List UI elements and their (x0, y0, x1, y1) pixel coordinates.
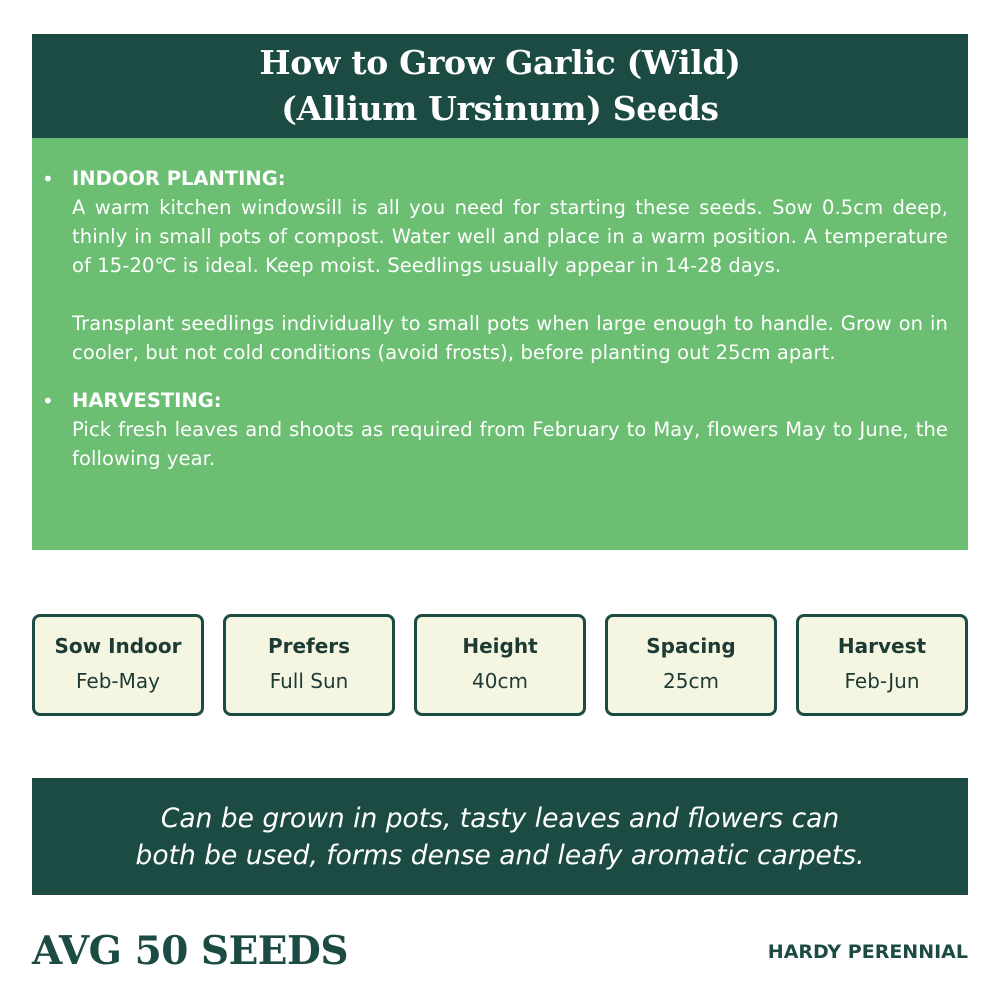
fact-value: Full Sun (269, 669, 349, 693)
indoor-planting-paragraph-2: Transplant seedlings individually to small pots when large enough to handle. Grow on in cooler, but not cold conditions (avoid frosts), before planting out 25cm apart. (72, 312, 948, 364)
harvesting-paragraph: Pick fresh leaves and shoots as required from February to May, flowers May to June, the following year. (72, 418, 948, 470)
fact-label: Height (462, 634, 538, 658)
fact-label: Harvest (837, 634, 927, 658)
description-line-2: both be used, forms dense and leafy aromatic carpets. (135, 839, 865, 871)
fact-label: Sow Indoor (54, 634, 182, 658)
harvesting-section (42, 386, 948, 473)
fact-label: Spacing (646, 634, 736, 658)
fact-value: Feb-Jun (844, 669, 920, 693)
indoor-planting-heading: INDOOR PLANTING: (72, 167, 286, 190)
title-line-1: How to Grow Garlic (Wild) (259, 43, 741, 82)
bullet-icon: • (42, 167, 54, 191)
description-line-1: Can be grown in pots, tasty leaves and flowers can (160, 802, 840, 834)
facts-row (32, 614, 968, 718)
fact-card-sow-indoor (32, 614, 204, 716)
description-banner (32, 778, 968, 895)
title-line-2: (Allium Ursinum) Seeds (281, 89, 719, 128)
fact-card-height (414, 614, 586, 716)
indoor-planting-section (42, 164, 948, 367)
bullet-icon: • (42, 389, 54, 413)
fact-card-spacing (605, 614, 777, 716)
harvesting-heading: HARVESTING: (72, 389, 222, 412)
instructions-panel (32, 138, 968, 550)
fact-card-prefers (223, 614, 395, 716)
fact-value: 40cm (472, 669, 528, 693)
indoor-planting-paragraph-1: A warm kitchen windowsill is all you need for starting these seeds. Sow 0.5cm deep, thinly in small pots of compost. Water well and place in a warm position. A temperature of 15-20℃ is ideal. Keep moist. Seedlings usually appear in 14-28 days. (72, 196, 948, 277)
fact-value: Feb-May (76, 669, 160, 693)
seed-count: AVG 50 SEEDS (32, 928, 349, 974)
fact-card-harvest (796, 614, 968, 716)
fact-label: Prefers (267, 634, 351, 658)
title-banner (32, 34, 968, 138)
plant-type: HARDY PERENNIAL (767, 941, 968, 963)
fact-value: 25cm (663, 669, 719, 693)
